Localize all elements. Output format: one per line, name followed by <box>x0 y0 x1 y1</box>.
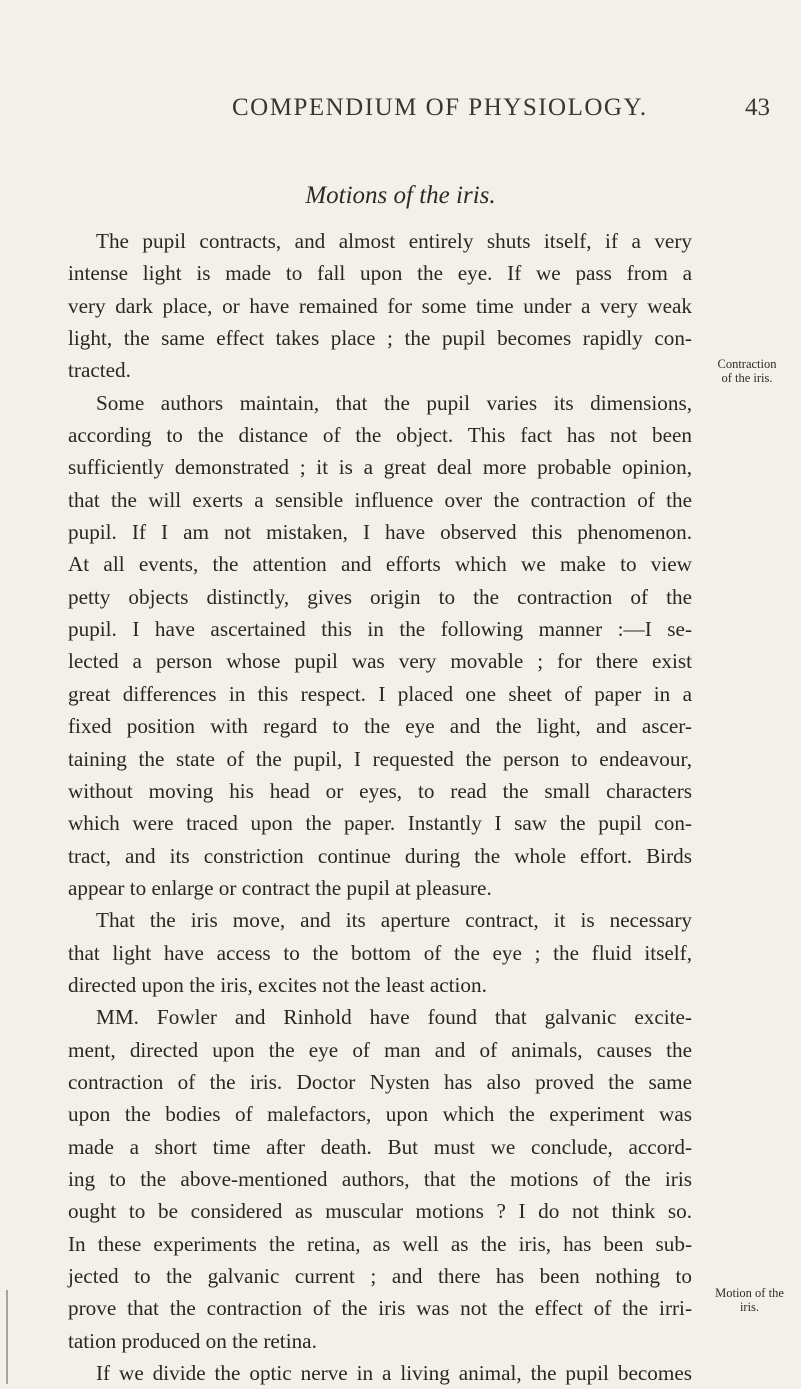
running-head: COMPENDIUM OF PHYSIOLOGY. <box>232 94 648 121</box>
text-line: made a short time after death. But must we conclude, accord- <box>68 1134 692 1159</box>
text-line: very dark place, or have remained for some time under a very weak <box>68 293 692 318</box>
text-line: MM. Fowler and Rinhold have found that galvanic excite- <box>96 1005 692 1030</box>
text-line: taining the state of the pupil, I requested the person to endeavour, <box>68 746 692 771</box>
text-line: tract, and its constriction continue during the whole effort. Birds <box>68 843 692 868</box>
text-line: That the iris move, and its aperture contract, it is necessary <box>96 908 692 933</box>
margin-note-line: Motion of the <box>715 1286 784 1300</box>
text-line: appear to enlarge or contract the pupil at pleasure. <box>68 875 492 900</box>
text-line: pupil. I have ascertained this in the following manner :—I se- <box>68 617 692 642</box>
text-line: Some authors maintain, that the pupil varies its dimensions, <box>96 390 692 415</box>
text-line: light, the same effect takes place ; the pupil becomes rapidly con- <box>68 326 692 351</box>
text-line: pupil. If I am not mistaken, I have observed this phenomenon. <box>68 520 692 545</box>
body-text <box>68 225 692 1389</box>
text-line: ing to the above-mentioned authors, that the motions of the iris <box>68 1166 692 1191</box>
section-title: Motions of the iris. <box>305 182 496 209</box>
text-line: intense light is made to fall upon the eye. If we pass from a <box>68 261 692 286</box>
text-line: that the will exerts a sensible influence over the contraction of the <box>68 487 692 512</box>
text-line: sufficiently demonstrated ; it is a great deal more probable opinion, <box>68 455 692 480</box>
text-line: In these experiments the retina, as well as the iris, has been sub- <box>68 1231 692 1256</box>
text-line: petty objects distinctly, gives origin to the contraction of the <box>68 584 692 609</box>
text-line: At all events, the attention and efforts which we make to view <box>68 552 692 577</box>
margin-note-line: of the iris. <box>721 371 773 385</box>
text-line: ought to be considered as muscular motions ? I do not think so. <box>68 1199 692 1224</box>
page-number: 43 <box>745 94 770 121</box>
text-line: lected a person whose pupil was very movable ; for there exist <box>68 649 692 674</box>
text-line: tation produced on the retina. <box>68 1328 317 1353</box>
text-line: directed upon the iris, excites not the least action. <box>68 972 487 997</box>
text-line: The pupil contracts, and almost entirely shuts itself, if a very <box>96 229 692 253</box>
text-line: ment, directed upon the eye of man and of animals, causes the <box>68 1037 692 1062</box>
text-line: prove that the contraction of the iris was not the effect of the irri- <box>68 1296 692 1321</box>
text-line: tracted. <box>68 358 131 383</box>
text-line: contraction of the iris. Doctor Nysten has also proved the same <box>68 1069 692 1094</box>
text-line: If we divide the optic nerve in a living animal, the pupil becomes <box>96 1361 692 1386</box>
text-line: upon the bodies of malefactors, upon which the experiment was <box>68 1102 692 1127</box>
text-line: jected to the galvanic current ; and there has been nothing to <box>68 1264 692 1288</box>
margin-note-line: Contraction <box>717 357 777 371</box>
text-line: great differences in this respect. I placed one sheet of paper in a <box>68 681 692 706</box>
text-line: according to the distance of the object. This fact has not been <box>68 423 692 448</box>
text-line: without moving his head or eyes, to read the small characters <box>68 778 692 803</box>
margin-note-motion <box>698 1286 801 1314</box>
text-line: that light have access to the bottom of the eye ; the fluid itself, <box>68 940 692 965</box>
margin-note-line: iris. <box>739 1300 760 1314</box>
text-line: fixed position with regard to the eye and the light, and ascer- <box>68 714 692 739</box>
margin-note-contraction <box>702 357 792 385</box>
text-line: which were traced upon the paper. Instantly I saw the pupil con- <box>68 811 692 836</box>
page-binding-edge <box>6 1290 8 1384</box>
